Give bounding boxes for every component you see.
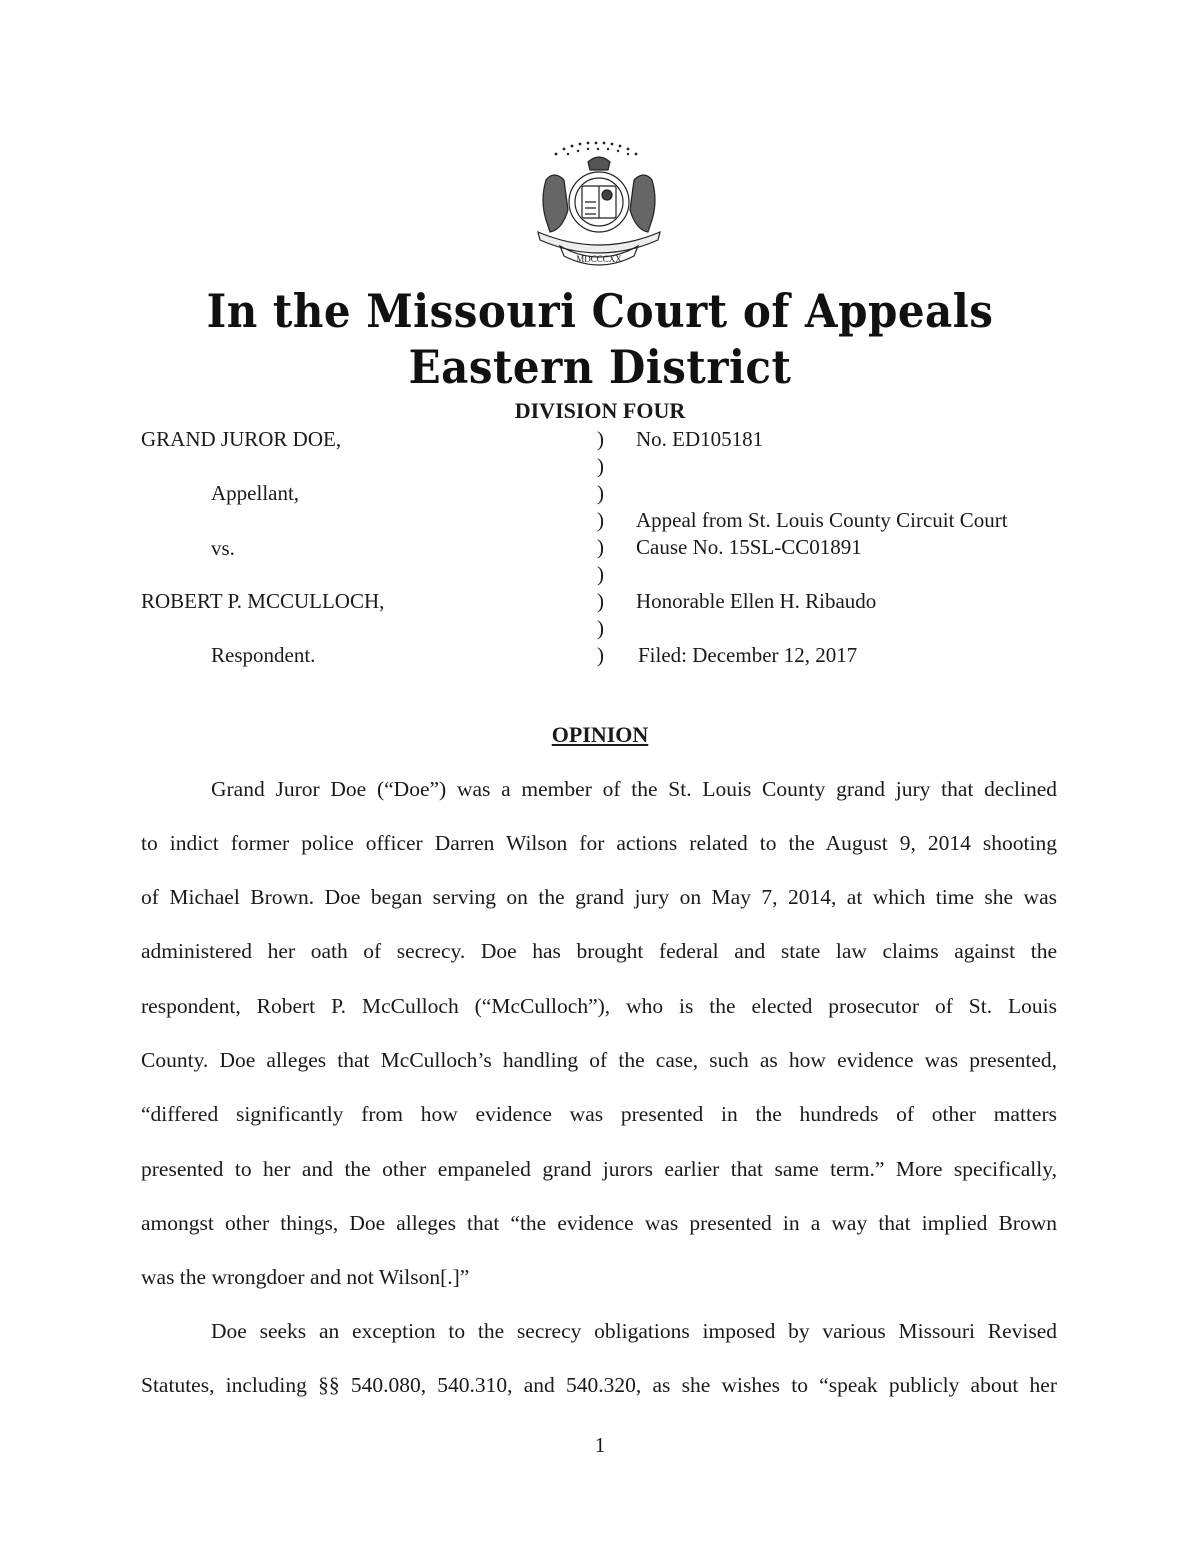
appeal-from: Appeal from St. Louis County Circuit Court xyxy=(636,508,1008,532)
opinion-line: of Michael Brown. Doe began serving on the grand jury on May 7, 2014, at which time she was xyxy=(141,885,1057,909)
caption-paren: ) xyxy=(597,589,604,613)
opinion-line: “differed significantly from how evidence was presented in the hundreds of other matters xyxy=(141,1102,1057,1126)
opinion-line: to indict former police officer Darren Wilson for actions related to the August 9, 2014 shooting xyxy=(141,831,1057,855)
caption-paren: ) xyxy=(597,454,604,478)
caption-paren: ) xyxy=(597,481,604,505)
caption-paren: ) xyxy=(597,616,604,640)
page-number: 1 xyxy=(594,1433,606,1457)
respondent-role: Respondent. xyxy=(211,643,316,667)
respondent-name: ROBERT P. MCCULLOCH, xyxy=(141,589,385,613)
case-number: No. ED105181 xyxy=(636,427,764,451)
caption-paren: ) xyxy=(597,535,604,559)
filed-date: Filed: December 12, 2017 xyxy=(638,643,858,667)
caption-paren: ) xyxy=(597,643,604,667)
court-name: In the Missouri Court of Appeals xyxy=(206,284,994,338)
district-name: Eastern District xyxy=(408,340,792,394)
opinion-line: Doe seeks an exception to the secrecy obligations imposed by various Missouri Revised xyxy=(211,1319,1057,1343)
opinion-line: County. Doe alleges that McCulloch’s handling of the case, such as how evidence was presented, xyxy=(141,1048,1057,1072)
versus-label: vs. xyxy=(211,536,235,560)
opinion-line: amongst other things, Doe alleges that “the evidence was presented in a way that implied Brown xyxy=(141,1211,1057,1235)
seal-year: MDCCCXX xyxy=(576,254,622,264)
caption-paren: ) xyxy=(597,562,604,586)
appellant-role: Appellant, xyxy=(211,481,300,505)
caption-paren: ) xyxy=(597,508,604,532)
caption-paren: ) xyxy=(597,427,604,451)
judge-name: Honorable Ellen H. Ribaudo xyxy=(636,589,877,613)
appellant-name: GRAND JUROR DOE, xyxy=(141,427,342,451)
opinion-heading: OPINION xyxy=(551,722,649,747)
opinion-line: presented to her and the other empaneled grand jurors earlier that same term.” More specifically, xyxy=(141,1157,1057,1181)
opinion-line: Statutes, including §§ 540.080, 540.310, and 540.320, as she wishes to “speak publicly about her xyxy=(141,1373,1057,1397)
opinion-line: Grand Juror Doe (“Doe”) was a member of the St. Louis County grand jury that declined xyxy=(211,777,1057,801)
missouri-state-seal xyxy=(526,140,672,274)
division-heading: DIVISION FOUR xyxy=(514,398,686,423)
cause-number: Cause No. 15SL-CC01891 xyxy=(636,535,862,559)
opinion-line: administered her oath of secrecy. Doe has brought federal and state law claims against the xyxy=(141,939,1057,963)
opinion-line: respondent, Robert P. McCulloch (“McCulloch”), who is the elected prosecutor of St. Louis xyxy=(141,994,1057,1018)
opinion-line: was the wrongdoer and not Wilson[.]” xyxy=(141,1265,470,1289)
